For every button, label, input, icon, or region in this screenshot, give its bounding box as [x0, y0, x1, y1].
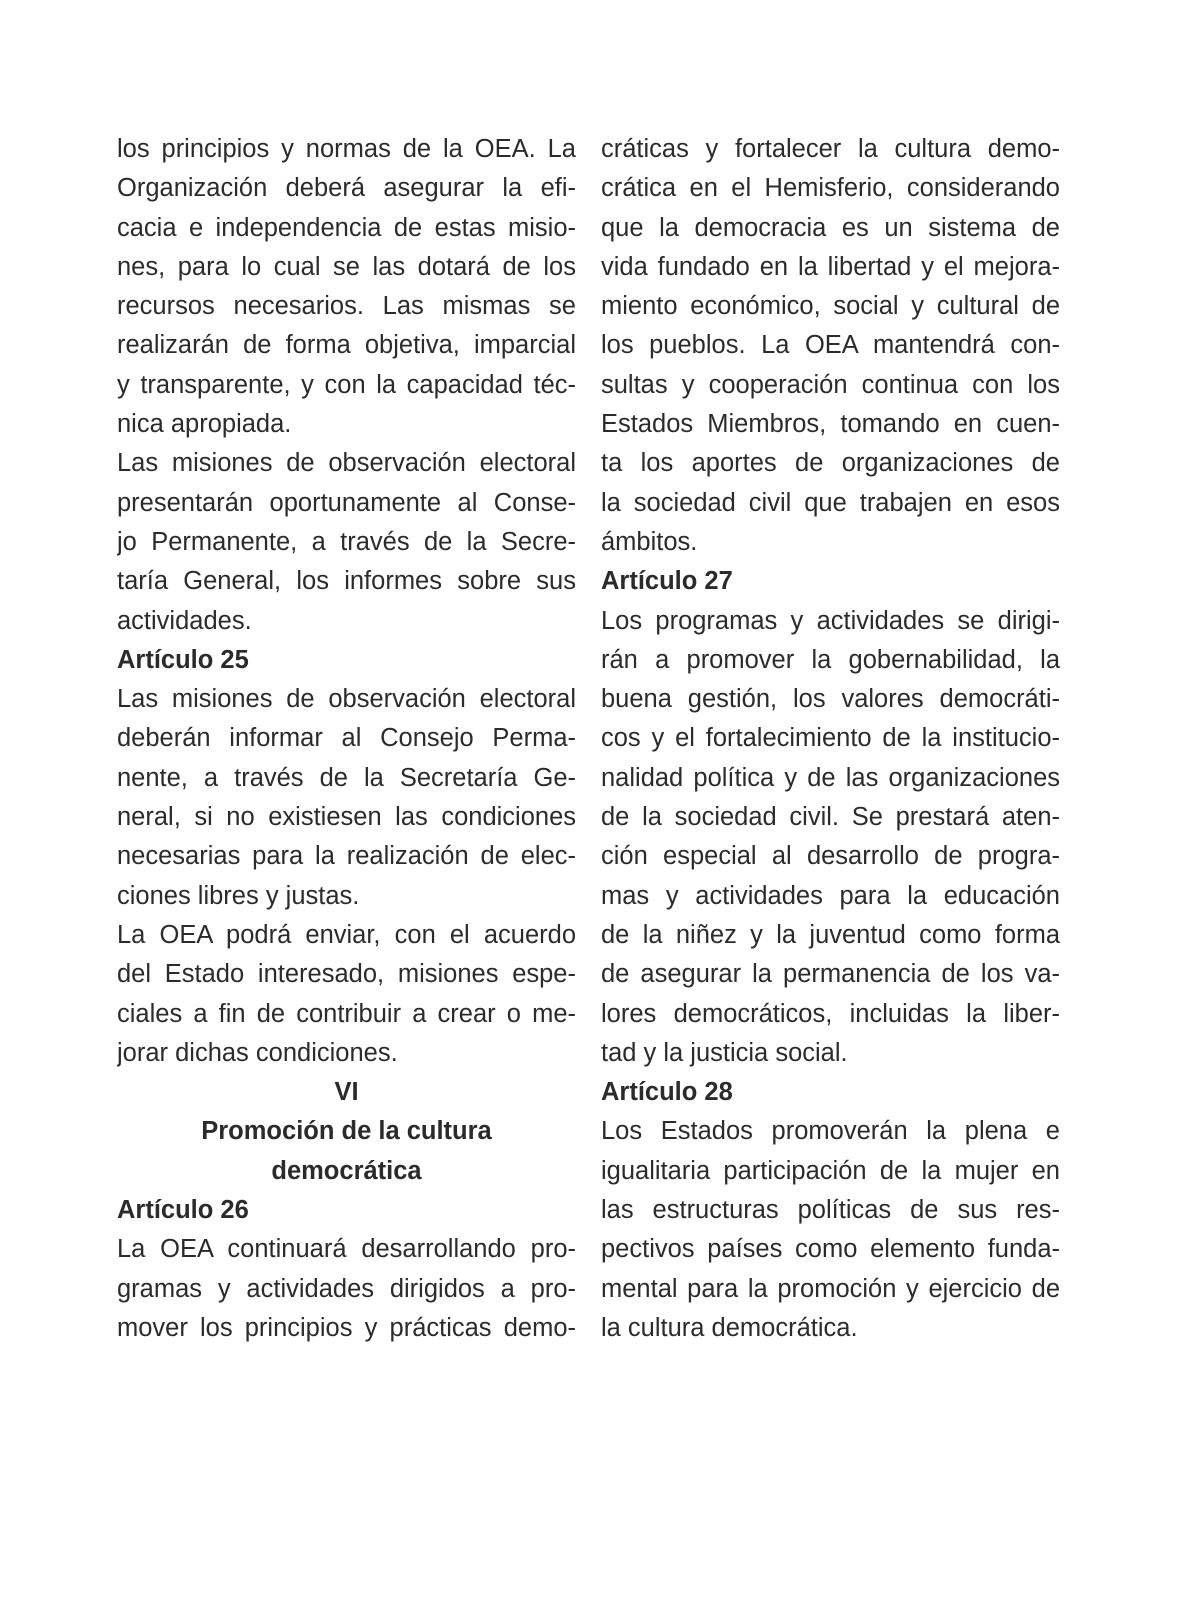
paragraph: [117, 444, 576, 640]
text-line: realizarán de forma objetiva, imparcial: [117, 331, 576, 360]
text-line: lores democráticos, incluidas la liber-: [601, 999, 1060, 1028]
text-line: deberán informar al Consejo Perma-: [117, 724, 576, 753]
text-line: necesarias para la realización de elec-: [117, 842, 576, 871]
text-line: ción especial al desarrollo de progra-: [601, 842, 1060, 871]
text-line: cos y el fortalecimiento de la institucio-: [601, 724, 1060, 753]
text-line: nalidad política y de las organizaciones: [601, 763, 1060, 792]
text-line: nes, para lo cual se las dotará de los: [117, 252, 576, 281]
paragraph: [117, 1230, 576, 1348]
text-line: gramas y actividades dirigidos a pro-: [117, 1274, 576, 1303]
text-line: y transparente, y con la capacidad téc-: [117, 370, 576, 399]
paragraph: [117, 130, 576, 444]
article-26-heading: Artículo 26: [117, 1196, 249, 1225]
chapter-title: Promoción de la cultura: [201, 1117, 492, 1146]
text-line: La OEA continuará desarrollando pro-: [117, 1235, 576, 1264]
text-line: tad y la justicia social.: [601, 1038, 848, 1067]
text-line: presentarán oportunamente al Conse-: [117, 488, 576, 517]
text-line: de la sociedad civil. Se prestará aten-: [601, 803, 1060, 832]
paragraph: [601, 1112, 1060, 1348]
text-line: las estructuras políticas de sus res-: [601, 1196, 1060, 1225]
text-line: ámbitos.: [601, 527, 698, 556]
text-line: neral, si no existiesen las condiciones: [117, 803, 576, 832]
paragraph: [117, 680, 576, 916]
text-line: La OEA podrá enviar, con el acuerdo: [117, 920, 576, 949]
article-27-heading: Artículo 27: [601, 567, 733, 596]
text-line: los principios y normas de la OEA. La: [117, 135, 576, 163]
text-line: cacia e independencia de estas misio-: [117, 213, 576, 242]
text-line: la cultura democrática.: [601, 1313, 858, 1342]
text-line: taría General, los informes sobre sus: [117, 567, 576, 596]
text-line: Estados Miembros, tomando en cuen-: [601, 410, 1060, 439]
text-line: buena gestión, los valores democráti-: [601, 685, 1060, 714]
text-line: la sociedad civil que trabajen en esos: [601, 488, 1060, 517]
text-line: mover los principios y prácticas demo-: [117, 1313, 576, 1342]
text-line: igualitaria participación de la mujer en: [601, 1156, 1060, 1185]
text-line: nica apropiada.: [117, 410, 292, 439]
text-line: del Estado interesado, misiones espe-: [117, 960, 576, 989]
left-column: [117, 130, 576, 1348]
text-line: pectivos países como elemento funda-: [601, 1235, 1060, 1264]
text-line: rán a promover la gobernabilidad, la: [601, 645, 1060, 674]
text-line: los pueblos. La OEA mantendrá con-: [601, 331, 1060, 360]
paragraph: [601, 602, 1060, 1074]
text-line: Los programas y actividades se dirigi-: [601, 606, 1060, 635]
text-line: mas y actividades para la educación: [601, 881, 1060, 910]
text-line: Las misiones de observación electoral: [117, 449, 576, 478]
text-line: crática en el Hemisferio, considerando: [601, 174, 1060, 203]
text-line: miento económico, social y cultural de: [601, 292, 1060, 321]
text-line: jo Permanente, a través de la Secre-: [117, 527, 576, 556]
text-line: ciones libres y justas.: [117, 881, 360, 910]
text-line: actividades.: [117, 606, 252, 635]
text-line: cráticas y fortalecer la cultura demo-: [601, 135, 1060, 163]
text-line: ta los aportes de organizaciones de: [601, 449, 1060, 478]
text-line: ciales a fin de contribuir a crear o me-: [117, 999, 576, 1028]
paragraph: [117, 916, 576, 1073]
right-column: [601, 130, 1060, 1348]
text-line: Las misiones de observación electoral: [117, 685, 576, 714]
paragraph: [601, 130, 1060, 562]
text-line: recursos necesarios. Las mismas se: [117, 292, 576, 321]
text-line: jorar dichas condiciones.: [117, 1038, 398, 1067]
article-28-heading: Artículo 28: [601, 1078, 733, 1107]
text-line: sultas y cooperación continua con los: [601, 370, 1060, 399]
text-line: vida fundado en la libertad y el mejora-: [601, 252, 1060, 281]
text-line: que la democracia es un sistema de: [601, 213, 1060, 242]
text-line: de asegurar la permanencia de los va-: [601, 960, 1060, 989]
chapter-title: democrática: [271, 1156, 422, 1185]
text-line: nente, a través de la Secretaría Ge-: [117, 763, 576, 792]
chapter-number: VI: [334, 1078, 359, 1107]
text-line: de la niñez y la juventud como forma: [601, 920, 1060, 949]
text-line: Organización deberá asegurar la efi-: [117, 174, 576, 203]
text-line: Los Estados promoverán la plena e: [601, 1117, 1060, 1146]
article-25-heading: Artículo 25: [117, 645, 249, 674]
text-line: mental para la promoción y ejercicio de: [601, 1274, 1060, 1303]
